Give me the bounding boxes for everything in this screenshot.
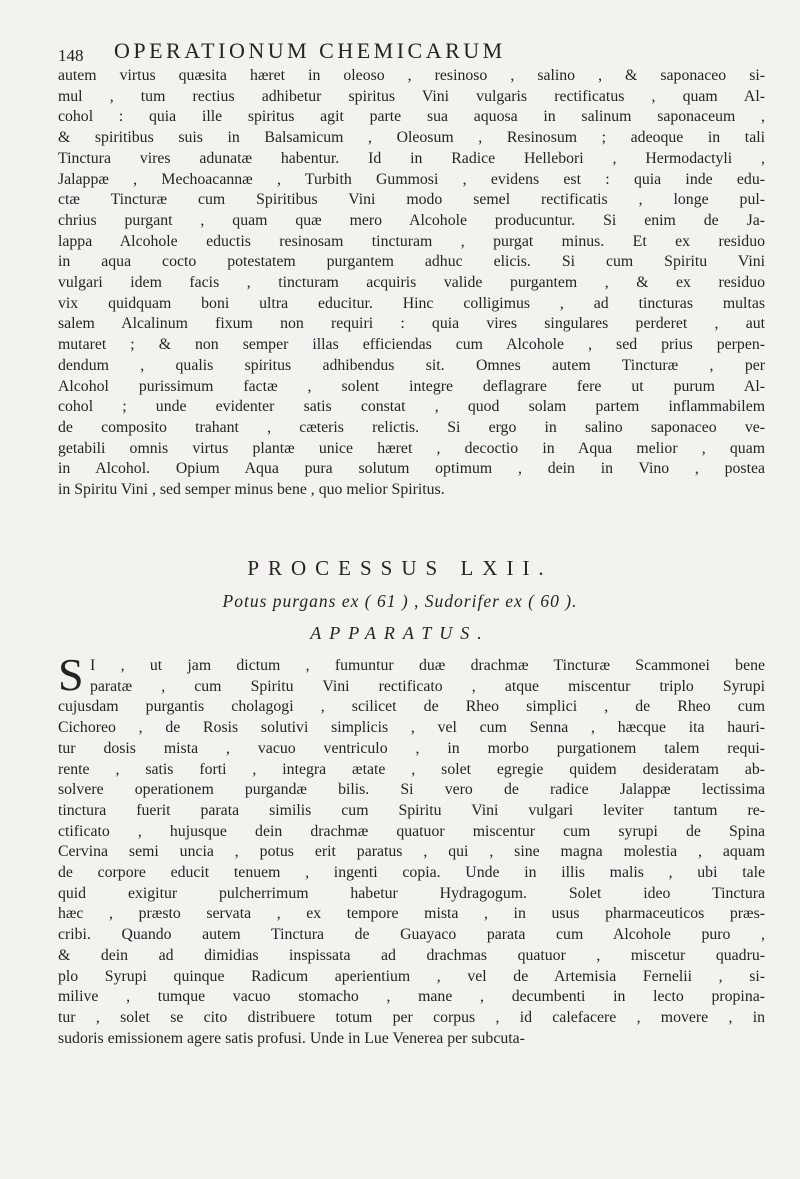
text-line: mutaret ; & non semper illas efficiendas cum Alcohole , sed prius perpen- bbox=[58, 336, 765, 354]
text-line: ctæ Tincturæ cum Spiritibus Vini modo semel rectificatis , longe pul- bbox=[58, 191, 765, 209]
running-title: OPERATIONUM CHEMICARUM bbox=[114, 38, 506, 63]
text-line: Tinctura vires adunatæ habentur. Id in Radice Hellebori , Hermodactyli , bbox=[58, 149, 765, 167]
apparatus-heading: APPARATUS. bbox=[310, 623, 490, 643]
process-subtitle: Potus purgans ex ( 61 ) , Sudorifer ex ( 60 ). bbox=[222, 591, 578, 611]
process-title: PROCESSUS LXII. bbox=[247, 556, 553, 580]
text-line: vix quidquam boni ultra educitur. Hinc colligimus , ad tincturas multas bbox=[58, 294, 765, 312]
text-line: plo Syrupi quinque Radicum aperientium , vel de Artemisia Fernelii , si- bbox=[58, 967, 765, 985]
text-line: lappa Alcohole eductis resinosam tincturam , purgat minus. Et ex residuo bbox=[58, 232, 765, 250]
text-line: cohol ; unde evidenter satis constat , quod solam partem inflammabilem bbox=[58, 398, 765, 416]
text-line: tur dosis mista , vacuo ventriculo , in morbo purgationem talem requi- bbox=[58, 739, 765, 757]
text-line: cohol : quia ille spiritus agit parte sua aquosa in salinum saponaceum , bbox=[58, 108, 765, 126]
text-line: paratæ , cum Spiritu Vini rectificato , atque miscentur triplo Syrupi bbox=[90, 677, 765, 695]
text-line: sudoris emissionem agere satis profusi. Unde in Lue Venerea per subcuta- bbox=[58, 1029, 525, 1047]
text-line: & spiritibus suis in Balsamicum , Oleosum , Resinosum ; adeoque in tali bbox=[58, 129, 765, 147]
text-line: in Spiritu Vini , sed semper minus bene , quo melior Spiritus. bbox=[58, 481, 445, 499]
text-line: in Alcohol. Opium Aqua pura solutum optimum , dein in Vino , postea bbox=[58, 460, 765, 478]
text-line: ctificato , hujusque dein drachmæ quatuor miscentur cum syrupi de Spina bbox=[58, 822, 765, 840]
text-line: cujusdam purgantis cholagogi , scilicet de Rheo simplici , de Rheo cum bbox=[58, 698, 765, 716]
text-line: Cichoreo , de Rosis solutivi simplicis , vel cum Senna , hæcque ita hauri- bbox=[58, 719, 765, 737]
text-line: de corpore educit tenuem , ingenti copia. Unde in illis malis , ubi tale bbox=[58, 864, 765, 882]
text-line: de composito trahant , cæteris relictis. Si ergo in salino saponaceo ve- bbox=[58, 418, 765, 436]
text-line: cribi. Quando autem Tinctura de Guayaco parata cum Alcohole puro , bbox=[58, 926, 765, 944]
text-line: Alcohol purissimum factæ , solent integre deflagrare fere ut purum Al- bbox=[58, 377, 765, 395]
text-line: quid exigitur pulcherrimum habetur Hydragogum. Solet ideo Tinctura bbox=[58, 884, 765, 902]
text-line: tur , solet se cito distribuere totum per corpus , id calefacere , movere , in bbox=[58, 1008, 765, 1026]
text-line: in aqua cocto potestatem purgantem adhuc elicis. Si cum Spiritu Vini bbox=[58, 253, 765, 271]
page-number: 148 bbox=[58, 46, 84, 65]
text-line: salem Alcalinum fixum non requiri : quia vires singulares perderet , aut bbox=[58, 315, 765, 333]
body-text-top bbox=[58, 66, 765, 501]
text-line: Jalappæ , Mechoacannæ , Turbith Gummosi , evidens est : quia inde edu- bbox=[58, 170, 765, 188]
text-line: getabili omnis virtus plantæ unice hæret , decoctio in Aqua melior , quam bbox=[58, 439, 765, 457]
body-text-bottom bbox=[58, 656, 765, 1049]
text-line: Cervina semi uncia , potus erit paratus , qui , sine magna molestia , aquam bbox=[58, 843, 765, 861]
text-line: solvere operationem purgandæ bilis. Si vero de radice Jalappæ lectissima bbox=[58, 781, 765, 799]
text-line: autem virtus quæsita hæret in oleoso , resinoso , salino , & saponaceo si- bbox=[58, 67, 765, 84]
text-line: milive , tumque vacuo stomacho , mane , decumbenti in lecto propina- bbox=[58, 988, 765, 1006]
text-line: chrius purgant , quam quæ mero Alcohole producuntur. Si enim de Ja- bbox=[58, 211, 765, 229]
text-line: vulgari idem facis , tincturam acquiris valide purgantem , & ex residuo bbox=[58, 274, 765, 292]
text-line: mul , tum rectius adhibetur spiritus Vini vulgaris rectificatus , quam Al- bbox=[58, 87, 765, 105]
text-line: rente , satis forti , integra ætate , solet egregie quidem desideratam ab- bbox=[58, 760, 765, 778]
text-line: dendum , qualis spiritus adhibendus sit. Omnes autem Tincturæ , per bbox=[58, 356, 765, 374]
drop-cap: S bbox=[58, 649, 84, 700]
text-line: tinctura fuerit parata similis cum Spiritu Vini vulgari leviter tantum re- bbox=[58, 801, 765, 819]
text-line: I , ut jam dictum , fumuntur duæ drachmæ Tincturæ Scammonei bene bbox=[90, 657, 765, 674]
text-line: & dein ad dimidias inspissata ad drachmas quatuor , miscetur quadru- bbox=[58, 946, 765, 964]
text-line: hæc , præsto servata , ex tempore mista , in usus pharmaceuticos præs- bbox=[58, 905, 765, 923]
